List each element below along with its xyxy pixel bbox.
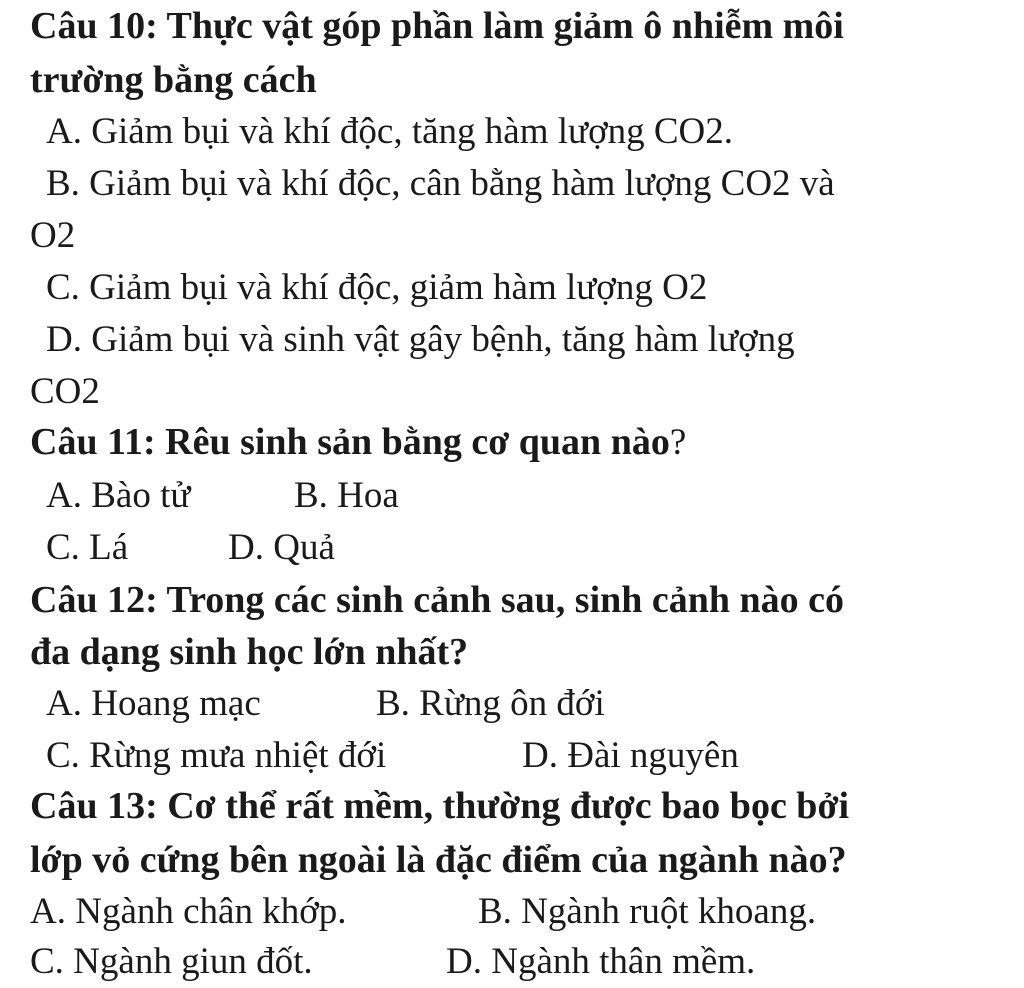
question-11-heading-text: Câu 11: Rêu sinh sản bằng cơ quan nào: [30, 421, 670, 463]
question-12-option-a: A. Hoang mạc: [46, 683, 261, 724]
question-11-option-d: D. Quả: [228, 527, 335, 568]
question-13-option-b: B. Ngành ruột khoang.: [478, 891, 817, 932]
question-12-option-d: D. Đài nguyên: [522, 735, 739, 776]
question-10-option-d-line1: D. Giảm bụi và sinh vật gây bệnh, tăng hàm lượng: [46, 319, 795, 360]
question-10-heading-line2: trường bằng cách: [30, 59, 317, 101]
question-12-heading-line1: Câu 12: Trong các sinh cảnh sau, sinh cảnh nào có: [30, 579, 845, 621]
question-10-option-b-line2: O2: [30, 215, 76, 256]
question-10-heading-line1: Câu 10: Thực vật góp phần làm giảm ô nhiễm môi: [30, 5, 844, 47]
question-11-heading-mark: ?: [669, 422, 687, 463]
question-13-option-a: A. Ngành chân khớp.: [30, 891, 347, 932]
question-12-option-c: C. Rừng mưa nhiệt đới: [46, 735, 387, 776]
question-11-option-c: C. Lá: [46, 527, 129, 568]
question-10-option-d-line2: CO2: [30, 371, 100, 412]
question-10-option-c: C. Giảm bụi và khí độc, giảm hàm lượng O2: [46, 267, 708, 308]
question-13-heading-line1: Câu 13: Cơ thể rất mềm, thường được bao bọc bởi: [30, 785, 850, 827]
question-11-option-a: A. Bào tử: [46, 475, 191, 516]
question-12-heading-line2: đa dạng sinh học lớn nhất?: [30, 631, 469, 673]
question-12-option-b: B. Rừng ôn đới: [376, 683, 605, 724]
question-13-option-d: D. Ngành thân mềm.: [446, 941, 756, 982]
question-10-option-a: A. Giảm bụi và khí độc, tăng hàm lượng CO2.: [46, 111, 734, 152]
question-13-option-c: C. Ngành giun đốt.: [30, 941, 313, 982]
question-13-heading-line2: lớp vỏ cứng bên ngoài là đặc điểm của ngành nào?: [30, 839, 847, 881]
question-11-option-b: B. Hoa: [294, 475, 399, 516]
question-11-heading: [30, 420, 686, 465]
question-10-option-b-line1: B. Giảm bụi và khí độc, cân bằng hàm lượng CO2 và: [46, 163, 835, 204]
